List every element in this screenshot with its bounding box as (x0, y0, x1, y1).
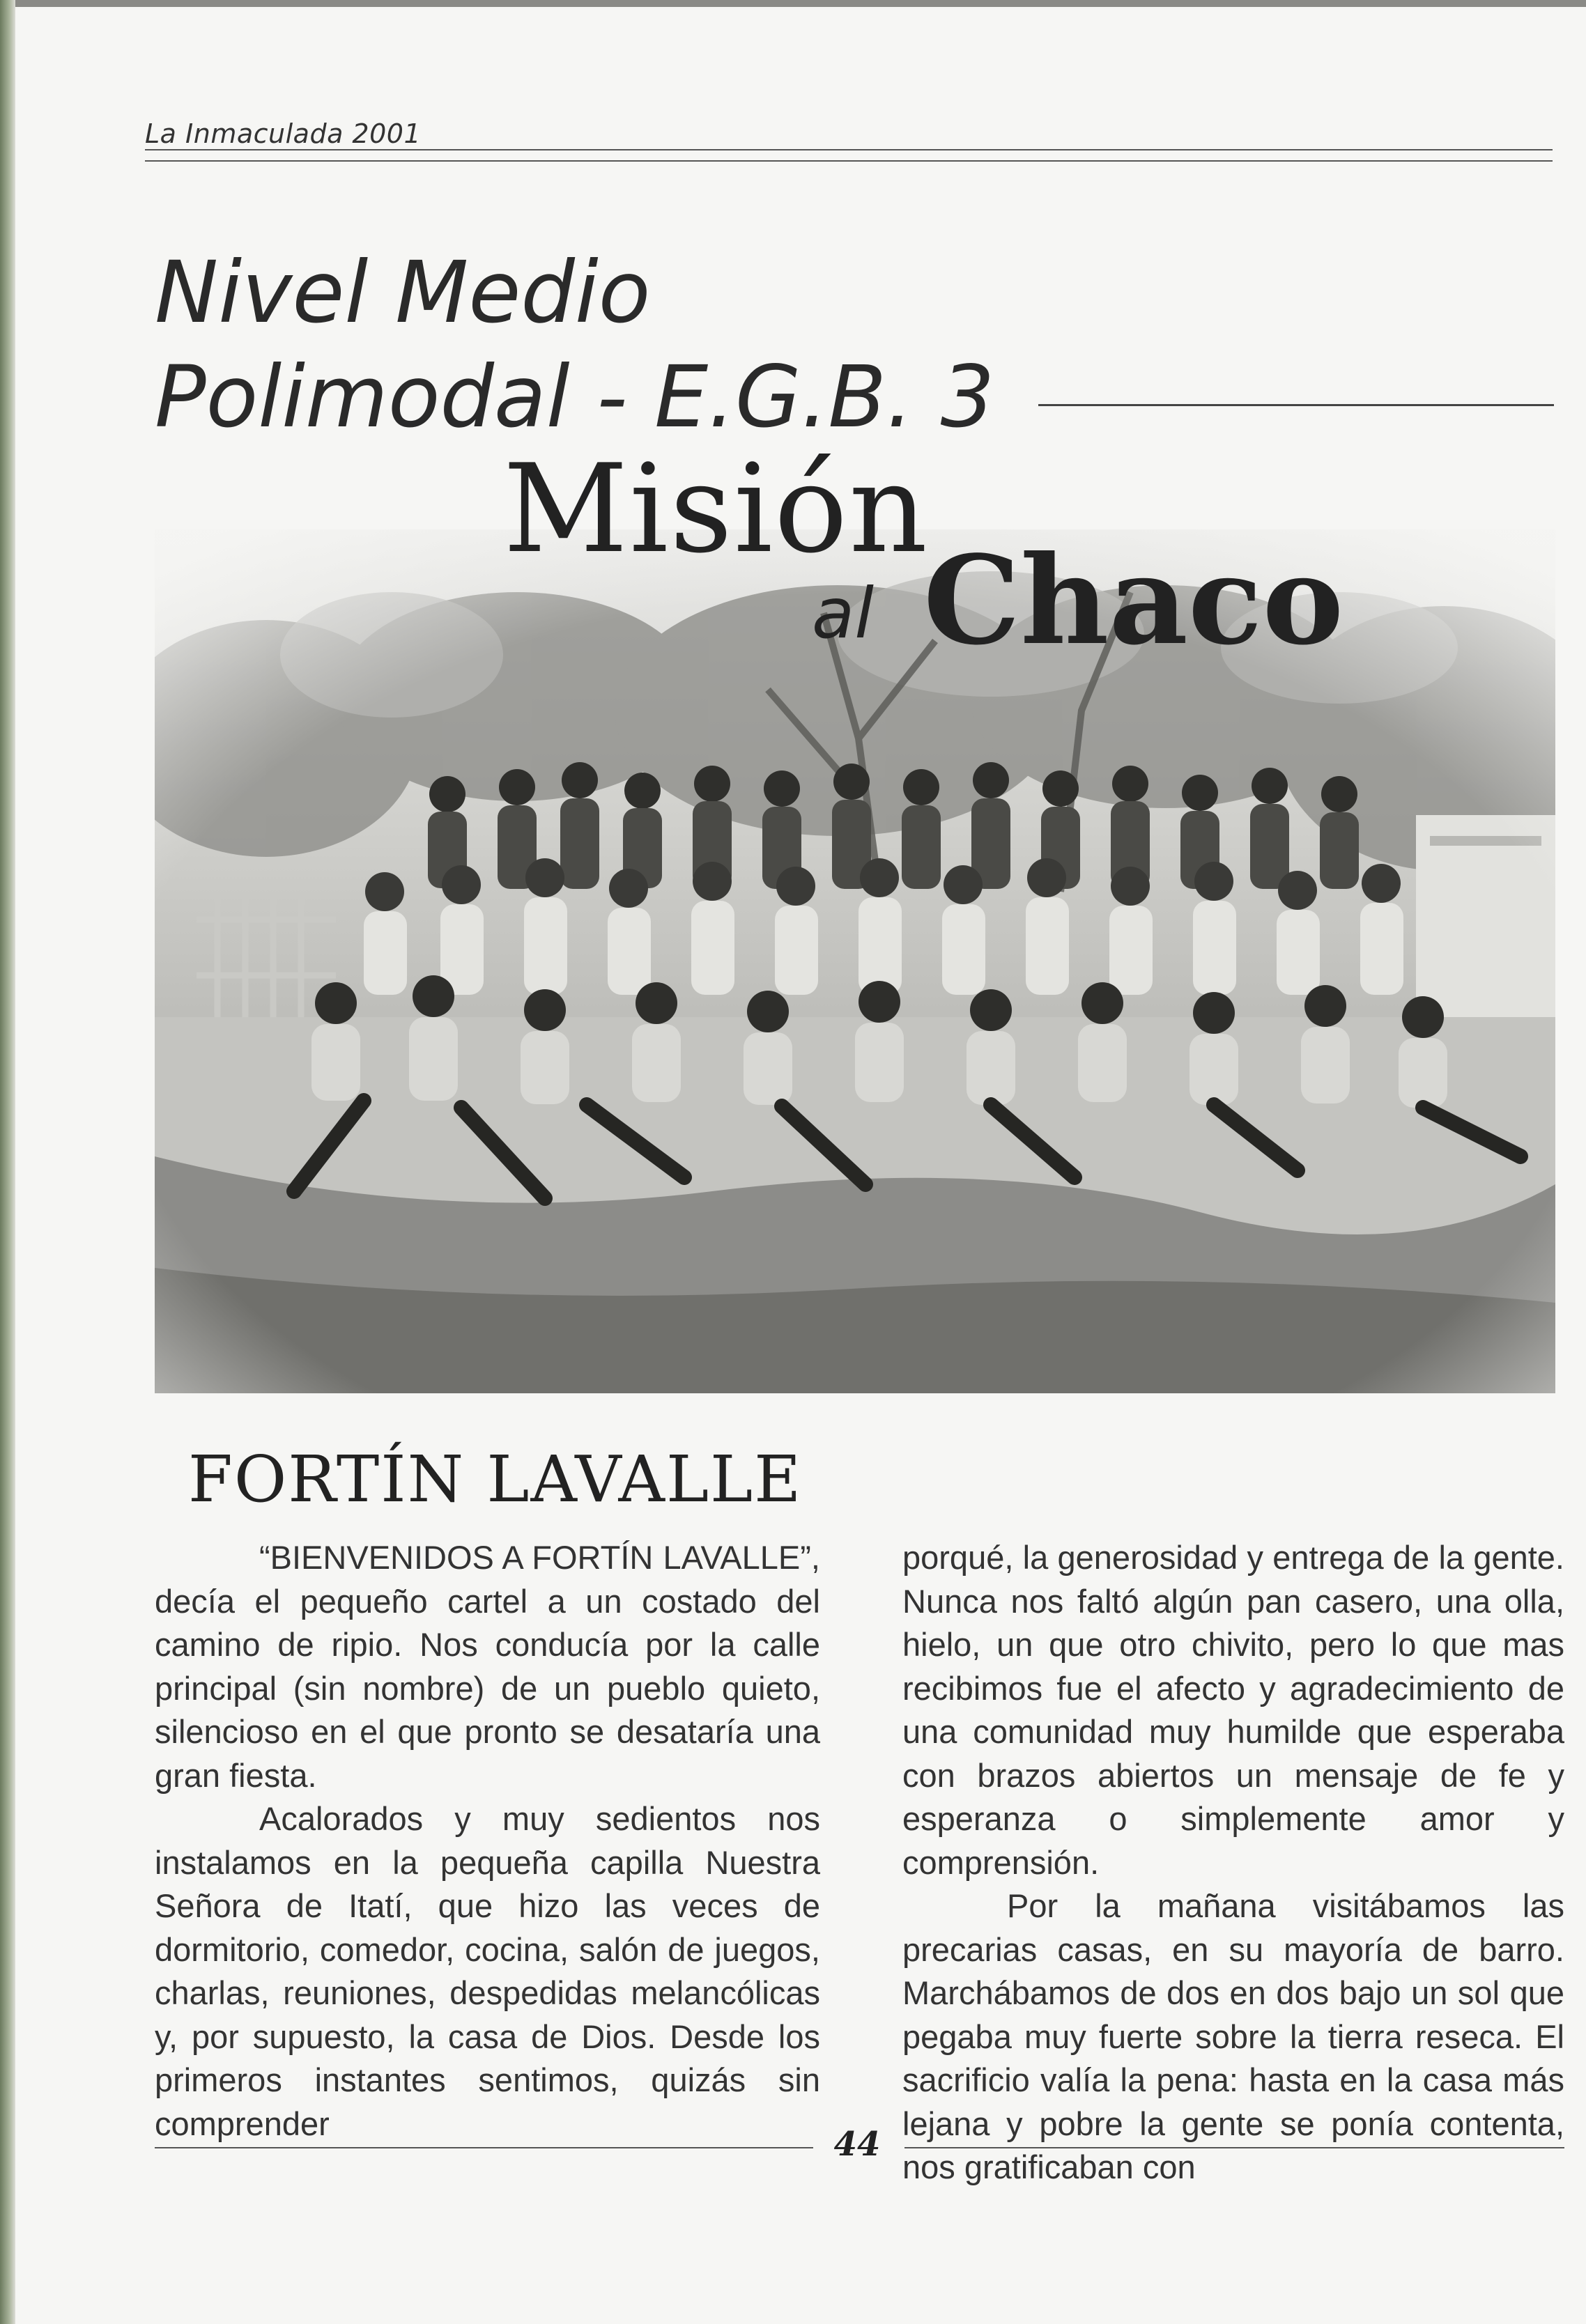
section-title (155, 240, 994, 449)
scan-top-edge (0, 0, 1586, 7)
article-column-right (902, 1536, 1564, 2190)
article-column-left (155, 1536, 820, 2146)
section-title-line-2: Polimodal - E.G.B. 3 (155, 348, 995, 447)
paragraph: Por la mañana visitábamos las precarias casas, en su mayoría de barro. Marchábamos de dos en dos bajo un sol que pegaba muy fuerte sobre la tierra reseca. El sacrificio valía la pena: hasta en la casa más lejana y pobre la gente se ponía contenta, nos gratificaban con (902, 1887, 1564, 2185)
headline-chaco: Chaco (923, 529, 1344, 672)
scan-left-edge (0, 0, 15, 2324)
section-title-rule (1038, 404, 1554, 406)
section-title-line-1: Nivel Medio (155, 243, 651, 342)
group-photo (155, 529, 1555, 1393)
paragraph: porqué, la generosidad y entrega de la gente. Nunca nos faltó algún pan casero, una olla, hielo, un que otro chivito, pero lo que mas recibimos fue el afecto y agradecimiento de una comunidad muy humilde que esperaba con brazos abiertos un mensaje de fe y esperanza o simplemente amor y comprensión. (902, 1539, 1564, 1881)
footer-rule (155, 2147, 813, 2148)
headline-mision: Misión (503, 439, 929, 580)
page-number: 44 (833, 2125, 881, 2164)
paragraph: “BIENVENIDOS A FORTÍN LAVALLE”, decía el pequeño cartel a un costado del camino de ripio. Nos conducía por la calle principal (sin nombre) de un pueblo quieto, silencioso en el que pronto se desataría una gran fiesta. (155, 1539, 820, 1794)
paragraph: Acalorados y muy sedientos nos instalamos en la pequeña capilla Nuestra Señora de Itatí, que hizo las veces de dormitorio, comedor, cocina, salón de juegos, charlas, reuniones, despedidas melancólicas y, por supuesto, la casa de Dios. Desde los primeros instantes sentimos, quizás sin comprender (155, 1800, 820, 2142)
header-rule (145, 149, 1553, 150)
running-header: La Inmaculada 2001 (145, 118, 422, 149)
article-heading: FORTÍN LAVALLE (188, 1442, 803, 1517)
headline-al: al (812, 573, 875, 654)
header-rule (145, 160, 1553, 162)
group-photo-illustration (155, 529, 1555, 1393)
footer-rule (904, 2147, 1564, 2148)
